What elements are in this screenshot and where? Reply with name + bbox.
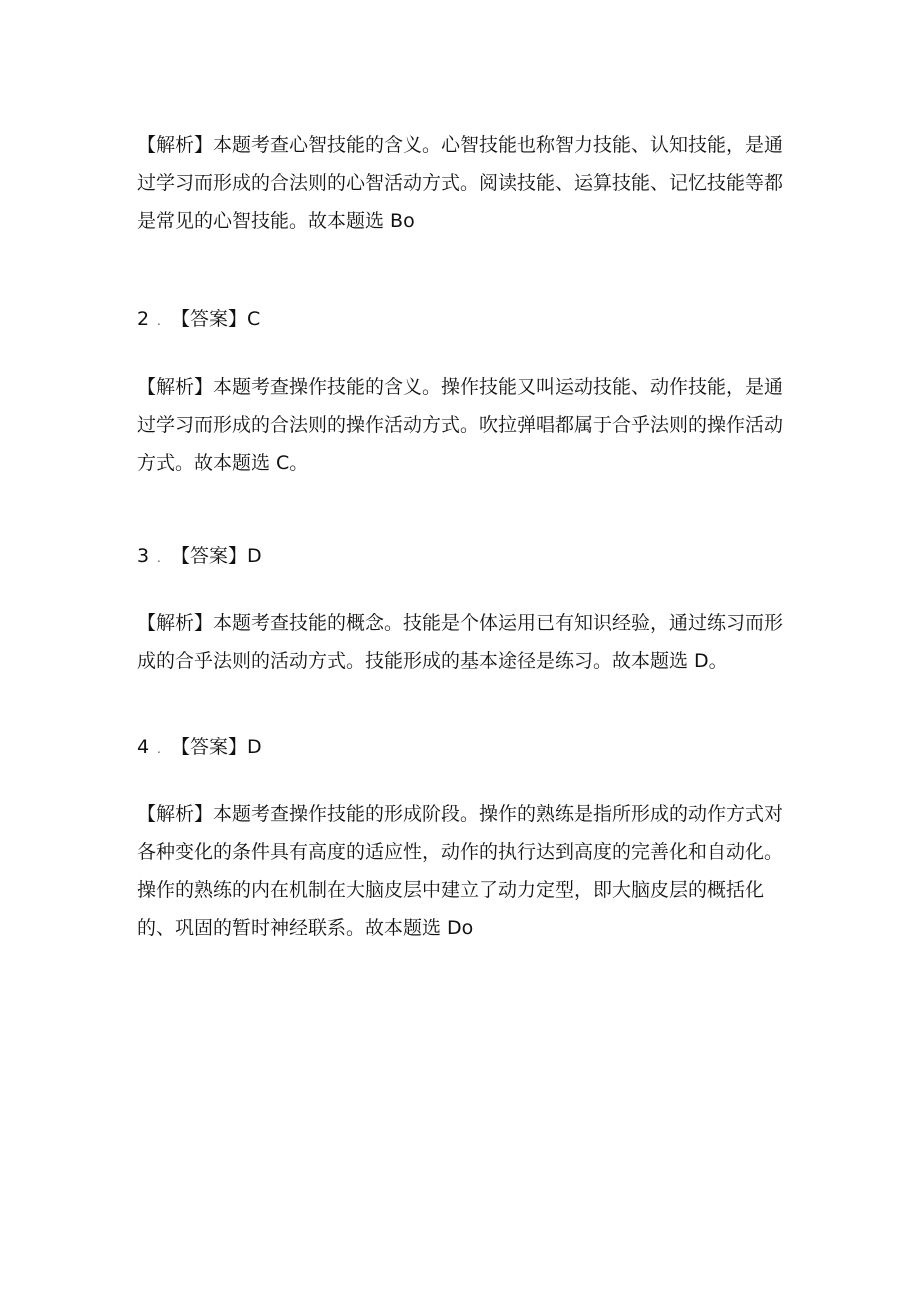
number-dot: . <box>157 742 161 756</box>
answer-label: 【答案】C <box>171 308 261 330</box>
number-dot: . <box>157 551 161 565</box>
question-number: 3 <box>137 545 150 567</box>
answer-label: 【答案】D <box>171 545 262 567</box>
answer-2 <box>137 305 260 335</box>
question-number: 2 <box>137 308 150 330</box>
answer-label: 【答案】D <box>171 736 262 758</box>
answer-4 <box>137 733 262 763</box>
explanation-2: 【解析】本题考查操作技能的含义。操作技能又叫运动技能、动作技能，是通过学习而形成的合法则的操作活动方式。吹拉弹唱都属于合乎法则的操作活动方式。故本题选 C。 <box>137 376 784 474</box>
explanation-4: 【解析】本题考查操作技能的形成阶段。操作的熟练是指所形成的动作方式对各种变化的条件具有高度的适应性，动作的执行达到高度的完善化和自动化。操作的熟练的内在机制在大脑皮层中建立了动力定型，即大脑皮层的概括化的、巩固的暂时神经联系。故本题选 Do <box>137 803 784 939</box>
explanation-3: 【解析】本题考查技能的概念。技能是个体运用已有知识经验，通过练习而形成的合乎法则的活动方式。技能形成的基本途径是练习。故本题选 D。 <box>137 612 784 672</box>
question-number: 4 <box>137 736 150 758</box>
answer-3 <box>137 542 262 572</box>
explanation-1: 【解析】本题考查心智技能的含义。心智技能也称智力技能、认知技能，是通过学习而形成的合法则的心智活动方式。阅读技能、运算技能、记忆技能等都是常见的心智技能。故本题选 Bo <box>137 134 784 232</box>
number-dot: . <box>157 314 161 328</box>
